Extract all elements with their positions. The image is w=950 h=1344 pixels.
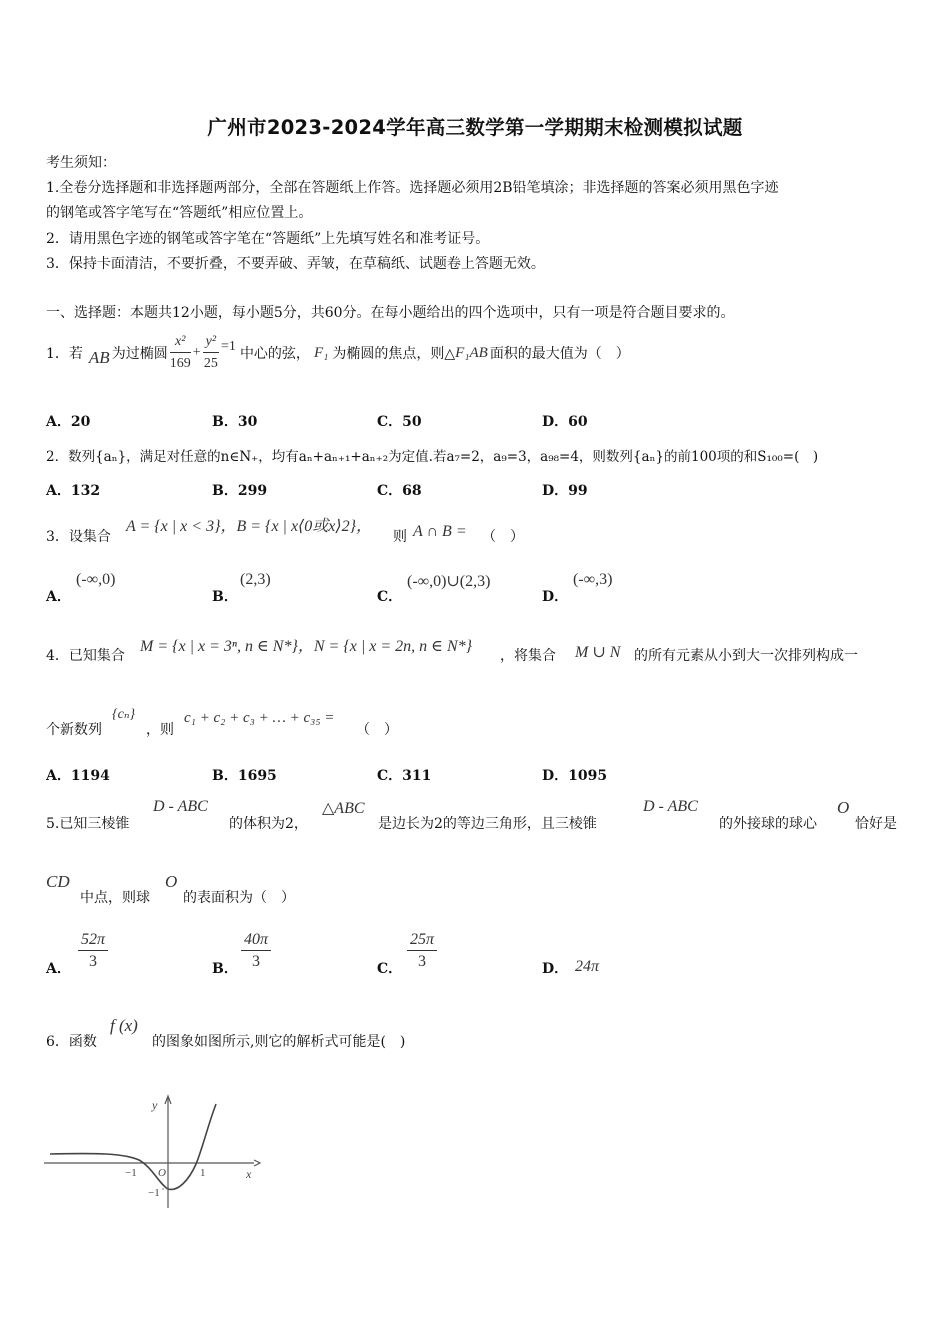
origin-label: O [158,1167,166,1179]
q3-option-b[interactable]: (2,3) [240,571,271,588]
q3-label-a[interactable]: A． [46,589,71,605]
y-minus-1-label: −1 [148,1187,160,1199]
q2-option-a[interactable]: A．132 [46,483,101,499]
q5-label-d[interactable]: D． [542,961,569,977]
q3-sets: A = {x | x < 3}，B = {x | x⟨0或x⟩2}， [126,518,373,535]
q1-frac-y [203,332,219,375]
q5-number: 5.已知三棱锥 [46,816,130,832]
q1-number: 1．若 [46,346,83,362]
function-graph [44,1090,274,1215]
q3-label-d[interactable]: D． [542,589,569,605]
q5-o: O [837,798,850,817]
q5-text-2: 的体积为2， [229,816,308,832]
q1-option-b[interactable]: B．30 [212,414,258,430]
q1-text-3: 为椭圆的焦点，则△ [332,346,456,362]
y-label: y [152,1098,158,1112]
q1-option-d[interactable]: D．60 [542,414,588,430]
q4-text-4: 个新数列 [46,722,102,738]
q5-label-b[interactable]: B． [212,961,238,977]
q5-frac-c [407,930,437,973]
q5-option-c[interactable] [405,930,439,973]
q5-text-5: 恰好是 [855,816,897,832]
q5-option-d[interactable]: 24π [575,958,600,975]
q5-option-a[interactable] [76,930,110,973]
q5-frac-a-num: 52π [78,930,108,951]
q5-frac-b [241,930,271,973]
q1-f1: F₁ [313,344,329,361]
q1-ab: AB [88,348,110,367]
question-2: 2．数列{aₙ}，满足对任意的n∈N₊，均有aₙ+aₙ₊₁+aₙ₊₂为定值.若a₇=2，a₉=3，a₉₈=4，则数列{aₙ}的前100项的和S₁₀₀=( ) [46,449,819,465]
question-1 [46,328,630,378]
q1-option-c[interactable]: C．50 [377,414,422,430]
q4-text-6: （ ） [356,722,398,738]
q5-cd: CD [46,872,70,891]
notice-heading: 考生须知： [46,155,116,171]
q1-frac-x-den: 169 [169,355,191,371]
q3-text-3: （ ） [482,529,524,545]
q5-o-2: O [165,872,178,891]
q5-frac-c-den: 3 [418,953,426,970]
q4-text-5: ，则 [146,722,174,738]
q1-text-1: 为过椭圆 [111,346,168,362]
q5-triangle: △ABC [322,800,365,817]
q4-sets: M = {x | x = 3ⁿ, n ∈ N*}，N = {x | x = 2n, n ∈ N*} [140,638,473,655]
q6-text: 的图象如图所示,则它的解析式可能是( ) [152,1034,406,1050]
q6-number: 6．函数 [46,1034,97,1050]
x-label: x [246,1167,252,1181]
notice-item-1-cont: 的钢笔或答字笔写在“答题纸”相应位置上。 [46,205,313,221]
q1-f1ab: F₁AB [455,344,488,361]
q5-label-a[interactable]: A． [46,961,71,977]
q1-text-4: 面积的最大值为（ ） [489,346,630,362]
q5-frac-b-num: 40π [241,930,271,951]
q1-eq: =1 [221,339,236,354]
q4-option-c[interactable]: C．311 [377,768,432,784]
q3-text-2: 则 [393,529,407,545]
q3-label-b[interactable]: B． [212,589,238,605]
q3-option-d[interactable]: (-∞,3) [573,571,613,588]
q4-number: 4．已知集合 [46,648,125,664]
q3-number: 3．设集合 [46,529,111,545]
q4-union: M ∪ N [575,644,621,661]
x-axis-arrow [254,1160,260,1166]
q5-label-c[interactable]: C． [377,961,403,977]
notice-item-1: 1.全卷分选择题和非选择题两部分，全部在答题纸上作答。选择题必须用2B铅笔填涂；非选择题的答案必须用黑色字迹 [46,180,779,196]
q4-option-b[interactable]: B．1695 [212,768,277,784]
q5-text-4: 的外接球的球心 [719,816,817,832]
q4-sum: c₁ + c₂ + c₃ + … + c₃₅ = [184,710,335,726]
q1-plus: + [192,345,201,360]
q4-text-2: ，将集合 [500,648,556,664]
q1-frac-x [170,332,191,375]
q2-option-c[interactable]: C．68 [377,483,422,499]
q2-option-d[interactable]: D．99 [542,483,588,499]
q1-frac-x-num: x² [170,332,191,353]
x-minus-1-label: −1 [125,1167,137,1179]
q5-frac-a [78,930,108,973]
q6-fx: f (x) [110,1016,138,1035]
notice-item-3: 3．保持卡面清洁，不要折叠，不要弄破、弄皱，在草稿纸、试题卷上答题无效。 [46,256,545,272]
q3-label-c[interactable]: C． [377,589,403,605]
section-heading: 一、选择题：本题共12小题，每小题5分，共60分。在每小题给出的四个选项中，只有一项是符合题目要求的。 [46,305,735,321]
q5-text-7: 的表面积为（ ） [183,890,295,906]
q5-frac-a-den: 3 [89,953,97,970]
x-1-label: 1 [200,1167,206,1179]
q5-text-3: 是边长为2的等边三角形，且三棱锥 [378,816,597,832]
q5-dabc: D - ABC [153,798,208,815]
q3-expr: A ∩ B = [413,523,467,540]
q5-text-6: 中点，则球 [80,890,150,906]
q4-option-a[interactable]: A．1194 [46,768,110,784]
q1-text-2: 中心的弦， [239,346,310,362]
q5-dabc-2: D - ABC [643,798,698,815]
q5-frac-c-num: 25π [407,930,437,951]
q1-frac-y-den: 25 [203,355,218,371]
q4-seq: {cₙ} [112,707,136,722]
q4-option-d[interactable]: D．1095 [542,768,608,784]
q1-frac-y-num: y² [203,332,219,353]
page-title: 广州市2023-2024学年高三数学第一学期期末检测模拟试题 [207,116,743,139]
q3-option-c[interactable]: (-∞,0)∪(2,3) [407,573,491,590]
q5-frac-b-den: 3 [252,953,260,970]
q1-option-a[interactable]: A．20 [46,414,91,430]
notice-item-2: 2．请用黑色字迹的钢笔或答字笔在“答题纸”上先填写姓名和准考证号。 [46,231,490,247]
q4-text-3: 的所有元素从小到大一次排列构成一 [634,648,858,664]
q3-option-a[interactable]: (-∞,0) [76,571,116,588]
q2-option-b[interactable]: B．299 [212,483,268,499]
q5-option-b[interactable] [239,930,273,973]
